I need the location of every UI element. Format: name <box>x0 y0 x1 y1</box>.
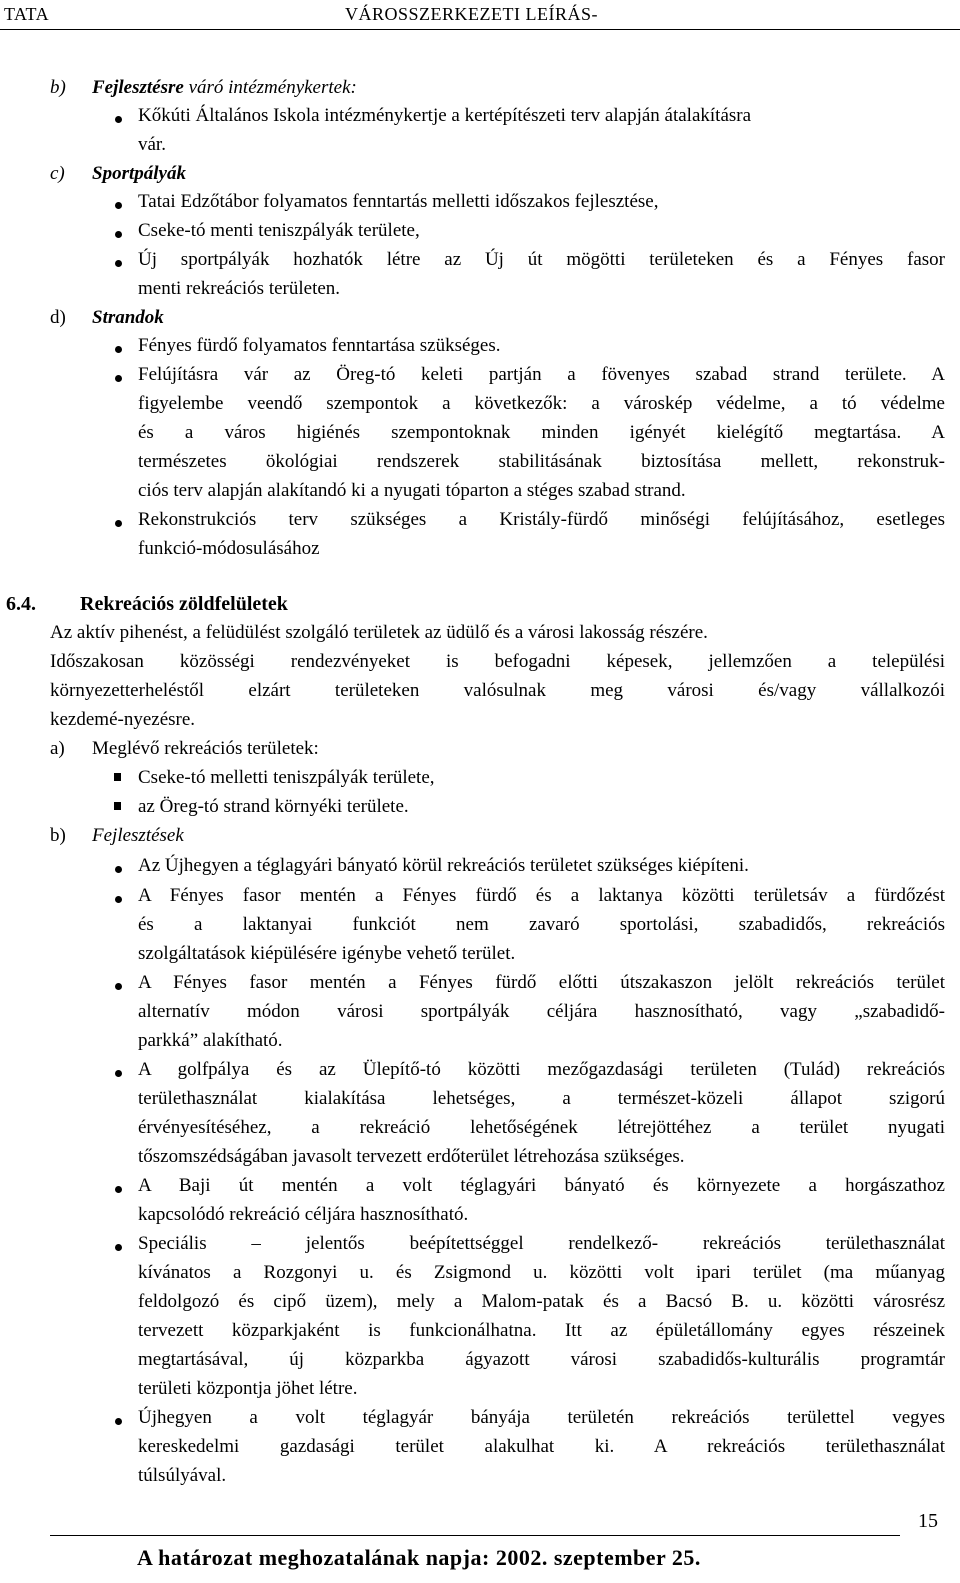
footer-rule <box>50 1535 900 1536</box>
subsection-a-title: Meglévő rekreációs területek: <box>92 738 319 759</box>
section-c-title: Sportpályák <box>92 163 186 184</box>
bullet <box>115 1244 122 1251</box>
bullet <box>115 116 122 123</box>
list-item-line: Speciális – jelentős beépítettséggel rendelkező- rekreációs területhasználat <box>138 1233 945 1254</box>
list-item-line: Újhegyen a volt téglagyár bányája területén rekreációs területtel vegyes <box>138 1407 945 1428</box>
list-item-line: az Öreg-tó strand környéki területe. <box>138 796 409 817</box>
paragraph-line: Időszakosan közösségi rendezvényeket is befogadni képesek, jellemzően a települési <box>50 651 945 672</box>
list-item-line: Új sportpályák hozhatók létre az Új út mögötti területeken és a Fényes fasor <box>138 249 945 270</box>
subsection-b-label: b) <box>50 825 66 846</box>
list-item-line: Fényes fürdő folyamatos fenntartása szükséges. <box>138 335 501 356</box>
subsection-b-title: Fejlesztések <box>92 825 184 846</box>
list-item-line: funkció-módosulásához <box>138 538 320 559</box>
list-item-line: túlsúlyával. <box>138 1465 227 1486</box>
list-item-line: figyelembe veendő szempontok a következők: a városkép védelme, a tó védelme <box>138 393 945 414</box>
list-item-line: Felújításra vár az Öreg-tó keleti partján a fövenyes szabad strand területe. A <box>138 364 945 385</box>
list-item-line: Az Újhegyen a téglagyári bányató körül rekreációs területet szükséges kiépíteni. <box>138 855 749 876</box>
page-number: 15 <box>918 1510 938 1532</box>
section-d-label: d) <box>50 307 66 328</box>
square-bullet <box>114 802 121 810</box>
section-number: 6.4. <box>6 593 36 615</box>
section-b-label: b) <box>50 77 66 98</box>
list-item-line: Cseke-tó melletti teniszpályák területe, <box>138 767 435 788</box>
list-item-line: kereskedelmi gazdasági terület alakulhat ki. A rekreációs területhasználat <box>138 1436 945 1457</box>
list-item-line: A Fényes fasor mentén a Fényes fürdő előtti útszakaszon jelölt rekreációs terület <box>138 972 945 993</box>
list-item-line: és a laktanyai funkciót nem zavaró sportolási, szabadidős, rekreációs <box>138 914 945 935</box>
list-item-line: kívánatos a Rozgonyi u. és Zsigmond u. közötti volt ipari terület (ma műanyag <box>138 1262 945 1283</box>
list-item-line: tőszomszédságában javasolt tervezett erdőterület létrehozása szükséges. <box>138 1146 685 1167</box>
list-item-line: érvényesítéséhez, a rekreáció lehetőségének létrejöttéhez a terület nyugati <box>138 1117 945 1138</box>
list-item-line: területhasználat kialakítása lehetséges, a természet-közeli állapot szigorú <box>138 1088 945 1109</box>
list-item-line: területi központja jöhet létre. <box>138 1378 358 1399</box>
paragraph-line: környezetterheléstől elzárt területeken valósulnak meg városi és/vagy vállalkozói <box>50 680 945 701</box>
header-city: TATA <box>4 4 50 24</box>
list-item-line: A Fényes fasor mentén a Fényes fürdő és a laktanya közötti területsáv a fürdőzést <box>138 885 945 906</box>
list-item-line: parkká” alakítható. <box>138 1030 283 1051</box>
bullet <box>115 866 122 873</box>
bullet <box>115 1186 122 1193</box>
bullet <box>115 520 122 527</box>
list-item-line: Rekonstrukciós terv szükséges a Kristály-fürdő minőségi felújításához, esetleges <box>138 509 945 530</box>
bullet <box>115 1418 122 1425</box>
list-item-line: feldolgozó és cipő üzem), mely a Malom-patak és a Bacsó B. u. közötti városrész <box>138 1291 945 1312</box>
section-d-title: Strandok <box>92 307 164 328</box>
list-item-line: menti rekreációs területen. <box>138 278 341 299</box>
bullet <box>115 896 122 903</box>
section-c-label: c) <box>50 163 65 184</box>
list-item-line: és a város higiénés szempontoknak minden igényét kielégítő megtartása. A <box>138 422 945 443</box>
section-b-title-rest: váró intézménykertek: <box>183 77 357 98</box>
list-item-line: vár. <box>138 134 166 155</box>
list-item-line: szolgáltatások kiépülésére igénybe vehető terület. <box>138 943 516 964</box>
footer-date: A határozat meghozatalának napja: 2002. szeptember 25. <box>137 1545 701 1570</box>
bullet <box>115 260 122 267</box>
list-item-line: megtartásával, új közparkba ágyazott városi szabadidős-kulturális programtár <box>138 1349 945 1370</box>
list-item-line: Kőkúti Általános Iskola intézménykertje a kertépítészeti terv alapján átalakításra <box>138 105 752 126</box>
list-item-line: alternatív módon városi sportpályák céljára hasznosítható, vagy „szabadidő- <box>138 1001 945 1022</box>
paragraph-line: Az aktív pihenést, a felüdülést szolgáló területek az üdülő és a városi lakosság részére. <box>50 622 708 643</box>
list-item-line: Cseke-tó menti teniszpályák területe, <box>138 220 420 241</box>
paragraph-line: kezdemé-nyezésre. <box>50 709 196 730</box>
header-title: VÁROSSZERKEZETI LEÍRÁS- <box>345 4 598 24</box>
section-b-title <box>92 76 357 100</box>
bullet <box>115 202 122 209</box>
section-heading: Rekreációs zöldfelületek <box>80 593 288 615</box>
bullet <box>115 231 122 238</box>
bullet <box>115 346 122 353</box>
list-item-line: ciós terv alapján alakítandó ki a nyugati tóparton a stéges szabad strand. <box>138 480 686 501</box>
header-rule <box>0 29 960 30</box>
bullet <box>115 1070 122 1077</box>
list-item-line: Tatai Edzőtábor folyamatos fenntartás melletti időszakos fejlesztése, <box>138 191 659 212</box>
list-item-line: A Baji út mentén a volt téglagyári bányató és környezete a horgászathoz <box>138 1175 945 1196</box>
bullet <box>115 375 122 382</box>
subsection-a-label: a) <box>50 738 65 759</box>
list-item-line: természetes ökológiai rendszerek stabilitásának biztosítása mellett, rekonstruk- <box>138 451 945 472</box>
bullet <box>115 983 122 990</box>
list-item-line: tervezett közparkjaként is funkcionálhatna. Itt az épületállomány egyes részeinek <box>138 1320 945 1341</box>
section-b-title-bold: Fejlesztésre <box>92 77 184 98</box>
list-item-line: kapcsolódó rekreáció céljára hasznosítható. <box>138 1204 469 1225</box>
list-item-line: A golfpálya és az Ülepítő-tó közötti mezőgazdasági területen (Tulád) rekreációs <box>138 1059 945 1080</box>
square-bullet <box>114 773 121 781</box>
